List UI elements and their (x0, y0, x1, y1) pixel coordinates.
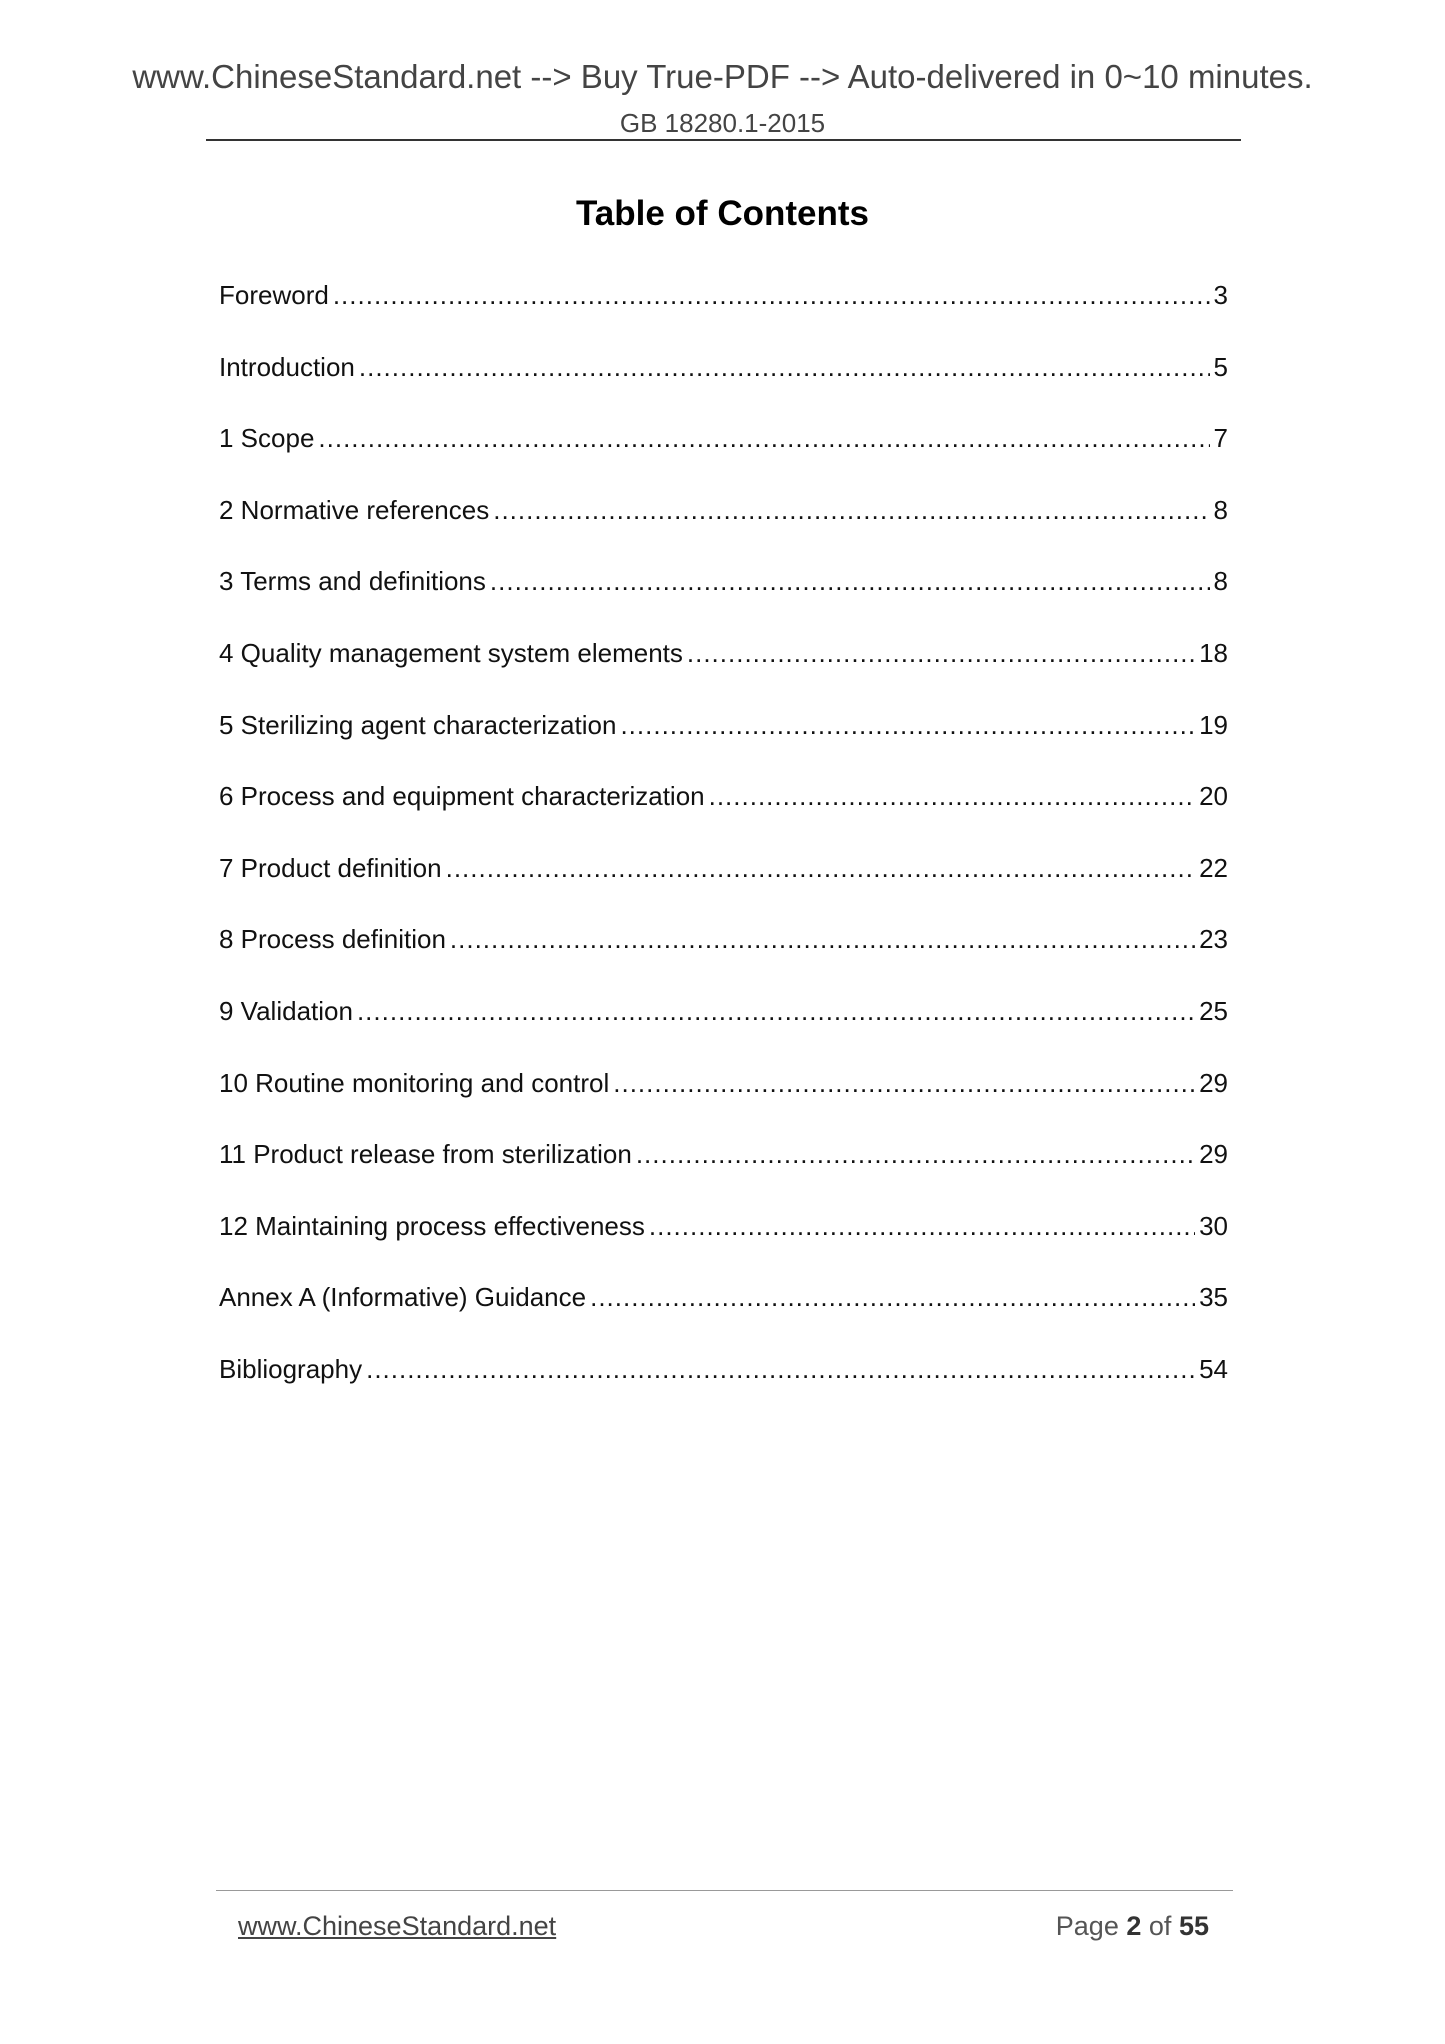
toc-title: Table of Contents (576, 194, 869, 233)
toc-entry-label: 8 Process definition (219, 924, 446, 955)
toc-entry[interactable] (219, 996, 1228, 1068)
toc-entry[interactable] (219, 566, 1228, 638)
dot-leader (649, 1211, 1195, 1242)
dot-leader (636, 1139, 1195, 1170)
toc-entry[interactable] (219, 423, 1228, 495)
toc-entry-page: 8 (1213, 566, 1228, 597)
standard-code: GB 18280.1-2015 (619, 108, 826, 138)
toc-entry[interactable] (219, 853, 1228, 925)
toc-entry[interactable] (219, 924, 1228, 996)
toc-entry-label: 5 Sterilizing agent characterization (219, 709, 617, 740)
toc-entry-label: 10 Routine monitoring and control (219, 1067, 610, 1098)
dot-leader (493, 495, 1209, 526)
toc-entry-label: 3 Terms and definitions (219, 566, 486, 597)
dot-leader (687, 638, 1195, 669)
dot-leader (359, 352, 1210, 383)
toc-entry[interactable] (219, 710, 1228, 782)
dot-leader (590, 1282, 1195, 1313)
toc-entry[interactable] (219, 638, 1228, 710)
toc-entry-label: Foreword (219, 280, 329, 310)
dot-leader (446, 853, 1195, 884)
toc-entry-page: 20 (1199, 781, 1228, 812)
toc-entry-page: 29 (1199, 1067, 1228, 1098)
toc-entry-label: 9 Validation (219, 995, 353, 1026)
dot-leader (620, 710, 1195, 741)
toc-entry-page: 54 (1199, 1353, 1228, 1384)
toc-entry-page: 7 (1213, 423, 1228, 454)
toc-entry[interactable] (219, 495, 1228, 567)
toc-entry[interactable] (219, 1354, 1228, 1426)
footer-website-link[interactable]: www.ChineseStandard.net (238, 1911, 557, 1941)
toc-entry-page: 29 (1199, 1139, 1228, 1170)
toc-entry-page: 25 (1199, 995, 1228, 1026)
toc-entry-page: 19 (1199, 709, 1228, 740)
dot-leader (613, 1068, 1195, 1099)
toc-entry[interactable] (219, 1139, 1228, 1211)
toc-entry-page: 35 (1199, 1282, 1228, 1313)
dot-leader (450, 924, 1195, 955)
toc-entry-label: 1 Scope (219, 423, 315, 454)
toc-entry-page: 18 (1199, 637, 1228, 668)
page-prefix: Page (1055, 1911, 1119, 1941)
toc-entry-label: 7 Product definition (219, 852, 442, 883)
toc-entry[interactable] (219, 1068, 1228, 1140)
header-divider (206, 139, 1241, 141)
toc-entry-page: 30 (1199, 1210, 1228, 1241)
toc-entry-page: 22 (1199, 852, 1228, 883)
dot-leader (490, 566, 1210, 597)
toc-entry-label: 6 Process and equipment characterization (219, 781, 705, 812)
toc-entry-page: 23 (1199, 924, 1228, 955)
toc-entry[interactable] (219, 280, 1228, 352)
toc-entry-page: 5 (1213, 351, 1228, 382)
toc-entry[interactable] (219, 1282, 1228, 1354)
toc-entry-label: 12 Maintaining process effectiveness (219, 1210, 645, 1241)
toc-entry-label: Bibliography (219, 1353, 363, 1384)
toc-entry-label: 4 Quality management system elements (219, 637, 683, 668)
toc-entry-page: 8 (1213, 494, 1228, 525)
page-indicator (1056, 1911, 1209, 1942)
dot-leader (366, 1354, 1195, 1385)
toc-entry-label: 11 Product release from sterilization (219, 1139, 632, 1170)
header-banner: www.ChineseStandard.net --> Buy True-PDF --> Auto-delivered in 0~10 minutes. (132, 58, 1313, 95)
dot-leader (709, 781, 1195, 812)
dot-leader (318, 423, 1209, 454)
page-separator: of (1148, 1911, 1172, 1941)
toc-entry[interactable] (219, 781, 1228, 853)
toc-entry[interactable] (219, 352, 1228, 424)
dot-leader (333, 280, 1210, 311)
toc-entry-label: 2 Normative references (219, 494, 490, 525)
toc-entry[interactable] (219, 1211, 1228, 1283)
total-pages-number: 55 (1178, 1911, 1209, 1941)
current-page-number: 2 (1126, 1911, 1142, 1941)
toc-entry-page: 3 (1213, 280, 1228, 310)
toc-entry-label: Annex A (Informative) Guidance (219, 1282, 587, 1313)
toc-list (219, 280, 1228, 1426)
toc-entry-label: Introduction (219, 351, 355, 382)
footer-divider (216, 1890, 1233, 1891)
dot-leader (357, 996, 1195, 1027)
